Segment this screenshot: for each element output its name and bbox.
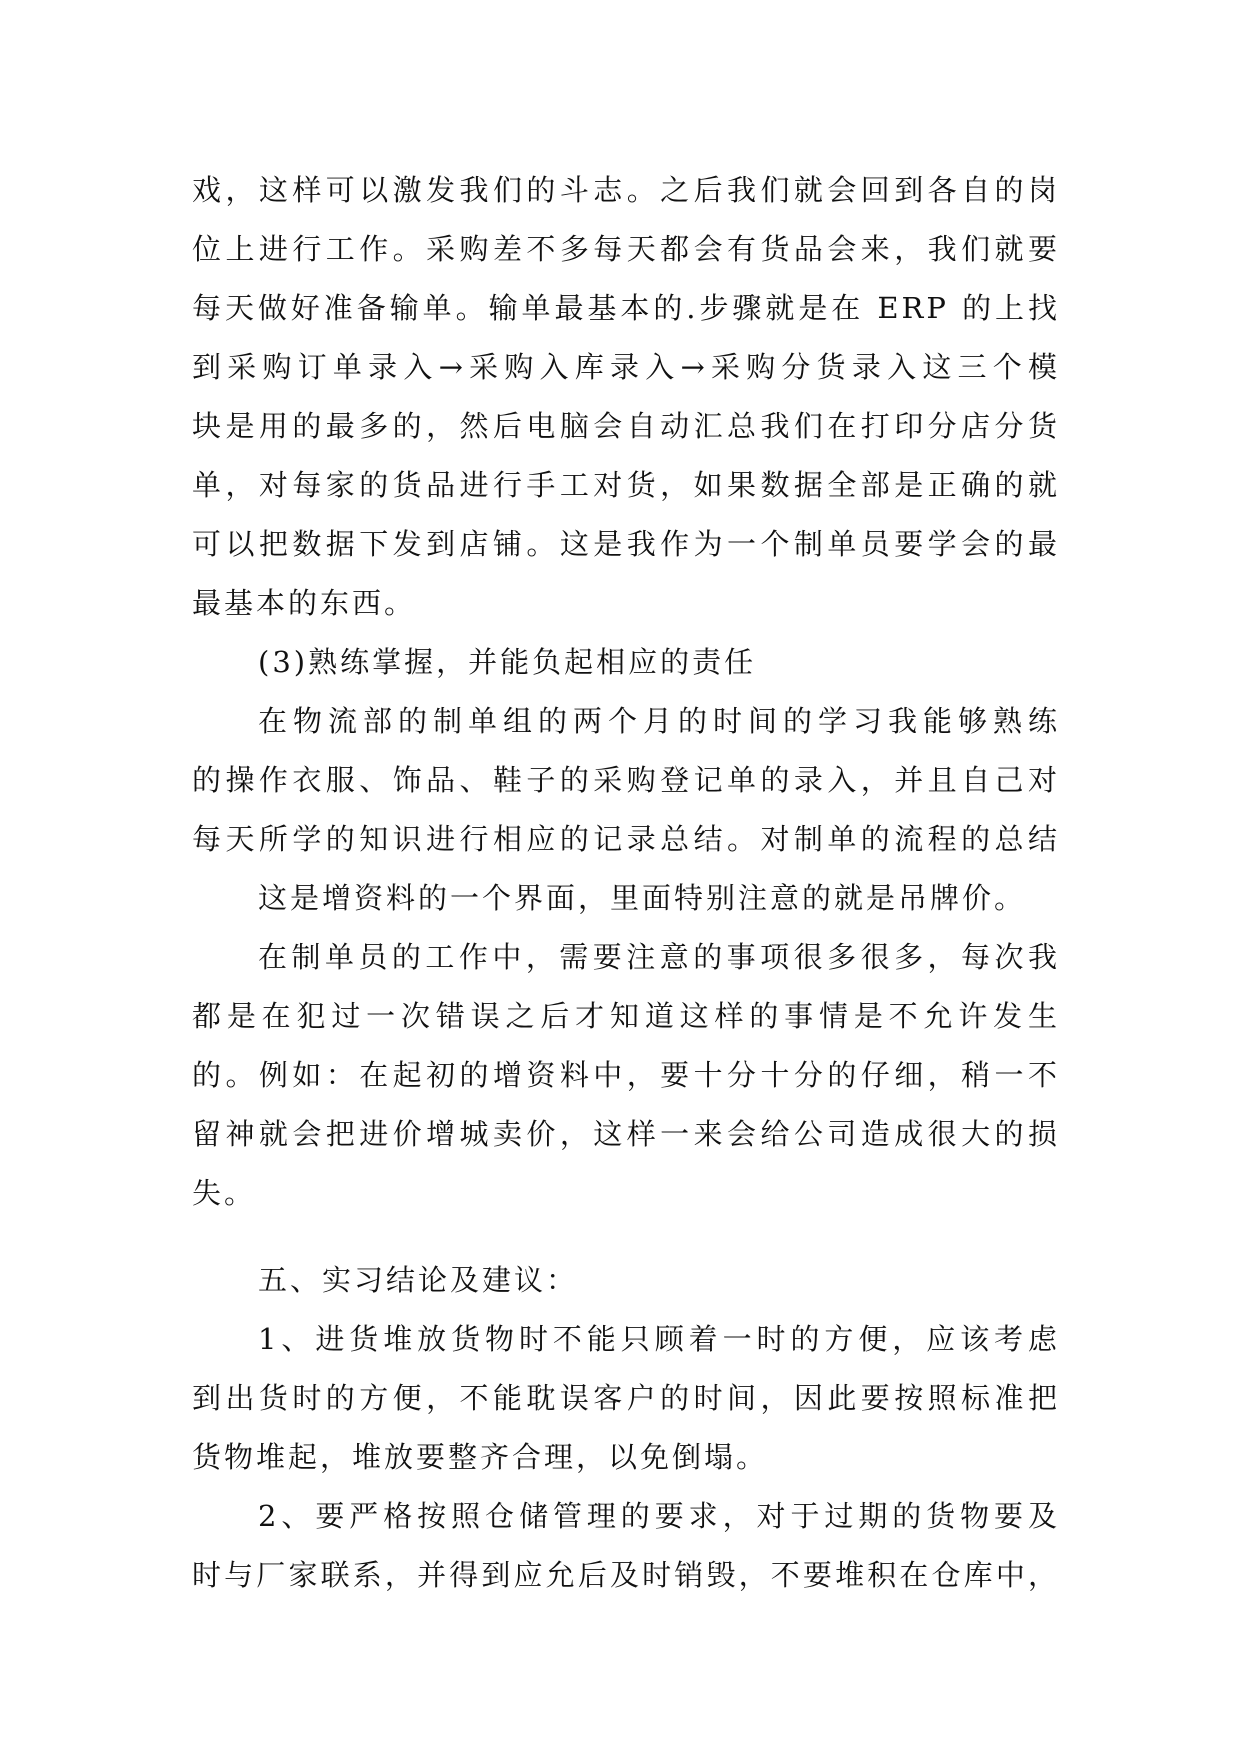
body-text-line: 留神就会把进价增城卖价，这样一来会给公司造成很大的损 — [192, 1117, 1060, 1151]
body-text-line: 每天做好准备输单。输单最基本的.步骤就是在 ERP 的上找 — [192, 291, 1060, 325]
section-subheading: (3)熟练掌握，并能负起相应的责任 — [258, 645, 757, 679]
body-text-line: 在物流部的制单组的两个月的时间的学习我能够熟练 — [258, 704, 1060, 738]
body-text-line: 到采购订单录入→采购入库录入→采购分货录入这三个模 — [192, 350, 1060, 384]
body-text-line: 单，对每家的货品进行手工对货，如果数据全部是正确的就 — [192, 468, 1060, 502]
list-item-text: 到出货时的方便，不能耽误客户的时间，因此要按照标准把 — [192, 1381, 1060, 1415]
body-text-line: 每天所学的知识进行相应的记录总结。对制单的流程的总结 — [192, 822, 1060, 856]
list-item-text: 1、进货堆放货物时不能只顾着一时的方便，应该考虑 — [258, 1322, 1060, 1356]
list-item-text: 2、要严格按照仓储管理的要求，对于过期的货物要及 — [258, 1499, 1060, 1533]
body-text-line: 的操作衣服、饰品、鞋子的采购登记单的录入，并且自己对 — [192, 763, 1060, 797]
body-text-line: 可以把数据下发到店铺。这是我作为一个制单员要学会的最 — [192, 527, 1060, 561]
body-text-line: 块是用的最多的，然后电脑会自动汇总我们在打印分店分货 — [192, 409, 1060, 443]
list-item-text: 时与厂家联系，并得到应允后及时销毁，不要堆积在仓库中， — [192, 1558, 1060, 1592]
body-text-line: 这是增资料的一个界面，里面特别注意的就是吊牌价。 — [258, 881, 1027, 915]
body-text-line: 失。 — [192, 1176, 257, 1210]
body-text-line: 位上进行工作。采购差不多每天都会有货品会来，我们就要 — [192, 232, 1060, 266]
body-text-line: 在制单员的工作中，需要注意的事项很多很多，每次我 — [258, 940, 1060, 974]
body-text-line: 戏，这样可以激发我们的斗志。之后我们就会回到各自的岗 — [192, 173, 1060, 207]
body-text-line: 最基本的东西。 — [192, 586, 417, 620]
section-heading: 五、实习结论及建议： — [258, 1263, 579, 1297]
body-text-line: 的。例如：在起初的增资料中，要十分十分的仔细，稍一不 — [192, 1058, 1060, 1092]
body-text-line: 都是在犯过一次错误之后才知道这样的事情是不允许发生 — [192, 999, 1060, 1033]
list-item-text: 货物堆起，堆放要整齐合理，以免倒塌。 — [192, 1440, 769, 1474]
